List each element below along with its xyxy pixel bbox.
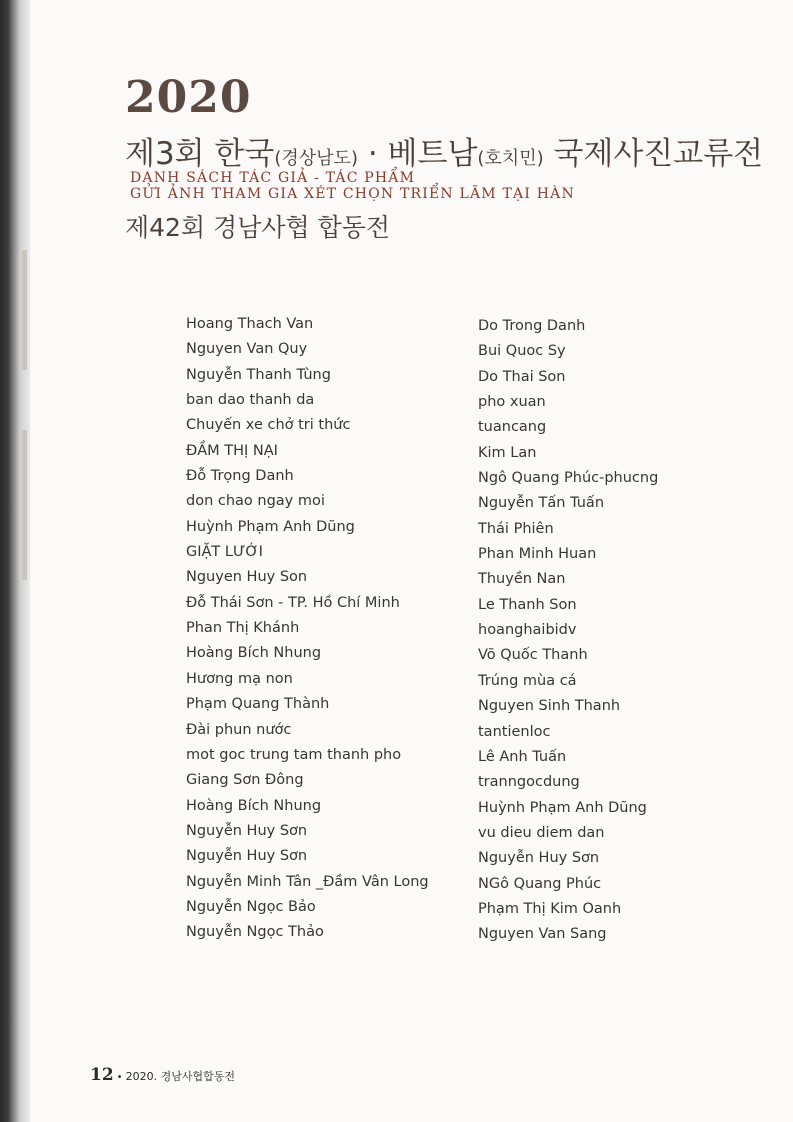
list-item: Phan Minh Huan <box>478 546 597 563</box>
list-item: Nguyễn Huy Sơn <box>478 850 600 867</box>
list-item: ĐẦM THỊ NẠI <box>186 442 278 459</box>
exhibition-title <box>125 128 763 173</box>
title-paren-gyeongnam: (경상남도) <box>274 148 358 169</box>
list-item: Võ Quốc Thanh <box>478 647 588 664</box>
joint-exhibition-subtitle: 제42회 경남사협 합동전 <box>125 213 391 242</box>
vietnamese-subtitle-line-1: DANH SÁCH TÁC GIẢ - TÁC PHẨM <box>130 170 416 186</box>
list-item: pho xuan <box>478 394 546 411</box>
list-item: Huỳnh Phạm Anh Dũng <box>186 518 355 535</box>
list-item: Nguyễn Huy Sơn <box>186 848 308 865</box>
list-item: don chao ngay moi <box>186 493 325 510</box>
list-item: tranngocdung <box>478 774 580 791</box>
list-item: Nguyen Huy Son <box>186 569 308 586</box>
vietnamese-subtitle-line-2: GỬI ẢNH THAM GIA XÉT CHỌN TRIỂN LÃM TẠI HÀN <box>130 186 575 202</box>
list-item: Nguyen Van Quy <box>186 341 308 358</box>
list-item: Phạm Quang Thành <box>186 696 330 713</box>
list-item: Nguyen Van Sang <box>478 926 607 943</box>
list-item: Do Thai Son <box>478 368 566 385</box>
footer-text: 2020. 경남사협합동전 <box>125 1070 235 1083</box>
list-item: Lê Anh Tuấn <box>478 748 567 765</box>
title-paren-hochiminh: (호치민) <box>477 148 544 169</box>
title-part-vietnam: · 베트남 <box>357 136 478 172</box>
list-item: mot goc trung tam thanh pho <box>186 746 402 763</box>
list-item: GIẶT LƯỚI <box>186 544 263 561</box>
page-footer <box>90 1065 235 1085</box>
left-entry-list <box>186 312 456 946</box>
list-item: Chuyến xe chở tri thức <box>186 417 351 434</box>
list-item: NGô Quang Phúc <box>478 875 602 892</box>
list-item: hoanghaibidv <box>478 622 577 639</box>
list-item: Nguyễn Huy Sơn <box>186 822 308 839</box>
list-item: Huỳnh Phạm Anh Dũng <box>478 799 647 816</box>
list-item: tantienloc <box>478 723 551 740</box>
list-item: Hoàng Bích Nhung <box>186 797 322 814</box>
binding-strip <box>22 250 27 370</box>
list-item: Kim Lan <box>478 444 537 461</box>
list-item: ban dao thanh da <box>186 392 315 409</box>
right-entry-list <box>478 314 660 948</box>
title-part-korea: 제3회 한국 <box>125 136 275 172</box>
list-item: Hoàng Bích Nhung <box>186 645 322 662</box>
title-part-exchange: 국제사진교류전 <box>543 136 764 172</box>
book-binding-edge <box>0 0 30 1122</box>
list-item: Nguyễn Tấn Tuấn <box>478 495 605 512</box>
year-heading: 2020 <box>125 72 252 123</box>
page-number: 12 <box>90 1065 114 1085</box>
list-item: Đài phun nước <box>186 721 292 738</box>
list-item: Đỗ Thái Sơn - TP. Hồ Chí Minh <box>186 594 400 611</box>
list-item: vu dieu diem dan <box>478 824 605 841</box>
list-item: Hoang Thach Van <box>186 316 314 332</box>
list-item: Ngô Quang Phúc-phucng <box>478 470 659 487</box>
list-item: Đỗ Trọng Danh <box>186 468 294 485</box>
list-item: Giang Sơn Đông <box>186 772 304 789</box>
list-item: Thuyền Nan <box>478 571 566 588</box>
list-item: Hương mạ non <box>186 670 293 687</box>
list-item: Do Trong Danh <box>478 318 586 334</box>
binding-strip <box>22 430 27 580</box>
list-item: Nguyễn Minh Tân _Đầm Vân Long <box>186 873 429 890</box>
list-item: Nguyen Sinh Thanh <box>478 698 621 715</box>
list-item: Trúng mùa cá <box>478 672 577 689</box>
list-item: Thái Phiên <box>478 520 554 537</box>
footer-bullet: • <box>116 1072 123 1083</box>
list-item: Phạm Thị Kim Oanh <box>478 900 622 917</box>
list-item: tuancang <box>478 419 547 436</box>
list-item: Nguyễn Ngọc Thảo <box>186 924 324 941</box>
list-item: Le Thanh Son <box>478 596 577 613</box>
list-item: Nguyễn Ngọc Bảo <box>186 898 316 915</box>
list-item: Phan Thị Khánh <box>186 620 300 637</box>
list-item: Bui Quoc Sy <box>478 343 566 360</box>
list-item: Nguyễn Thanh Tùng <box>186 366 331 383</box>
